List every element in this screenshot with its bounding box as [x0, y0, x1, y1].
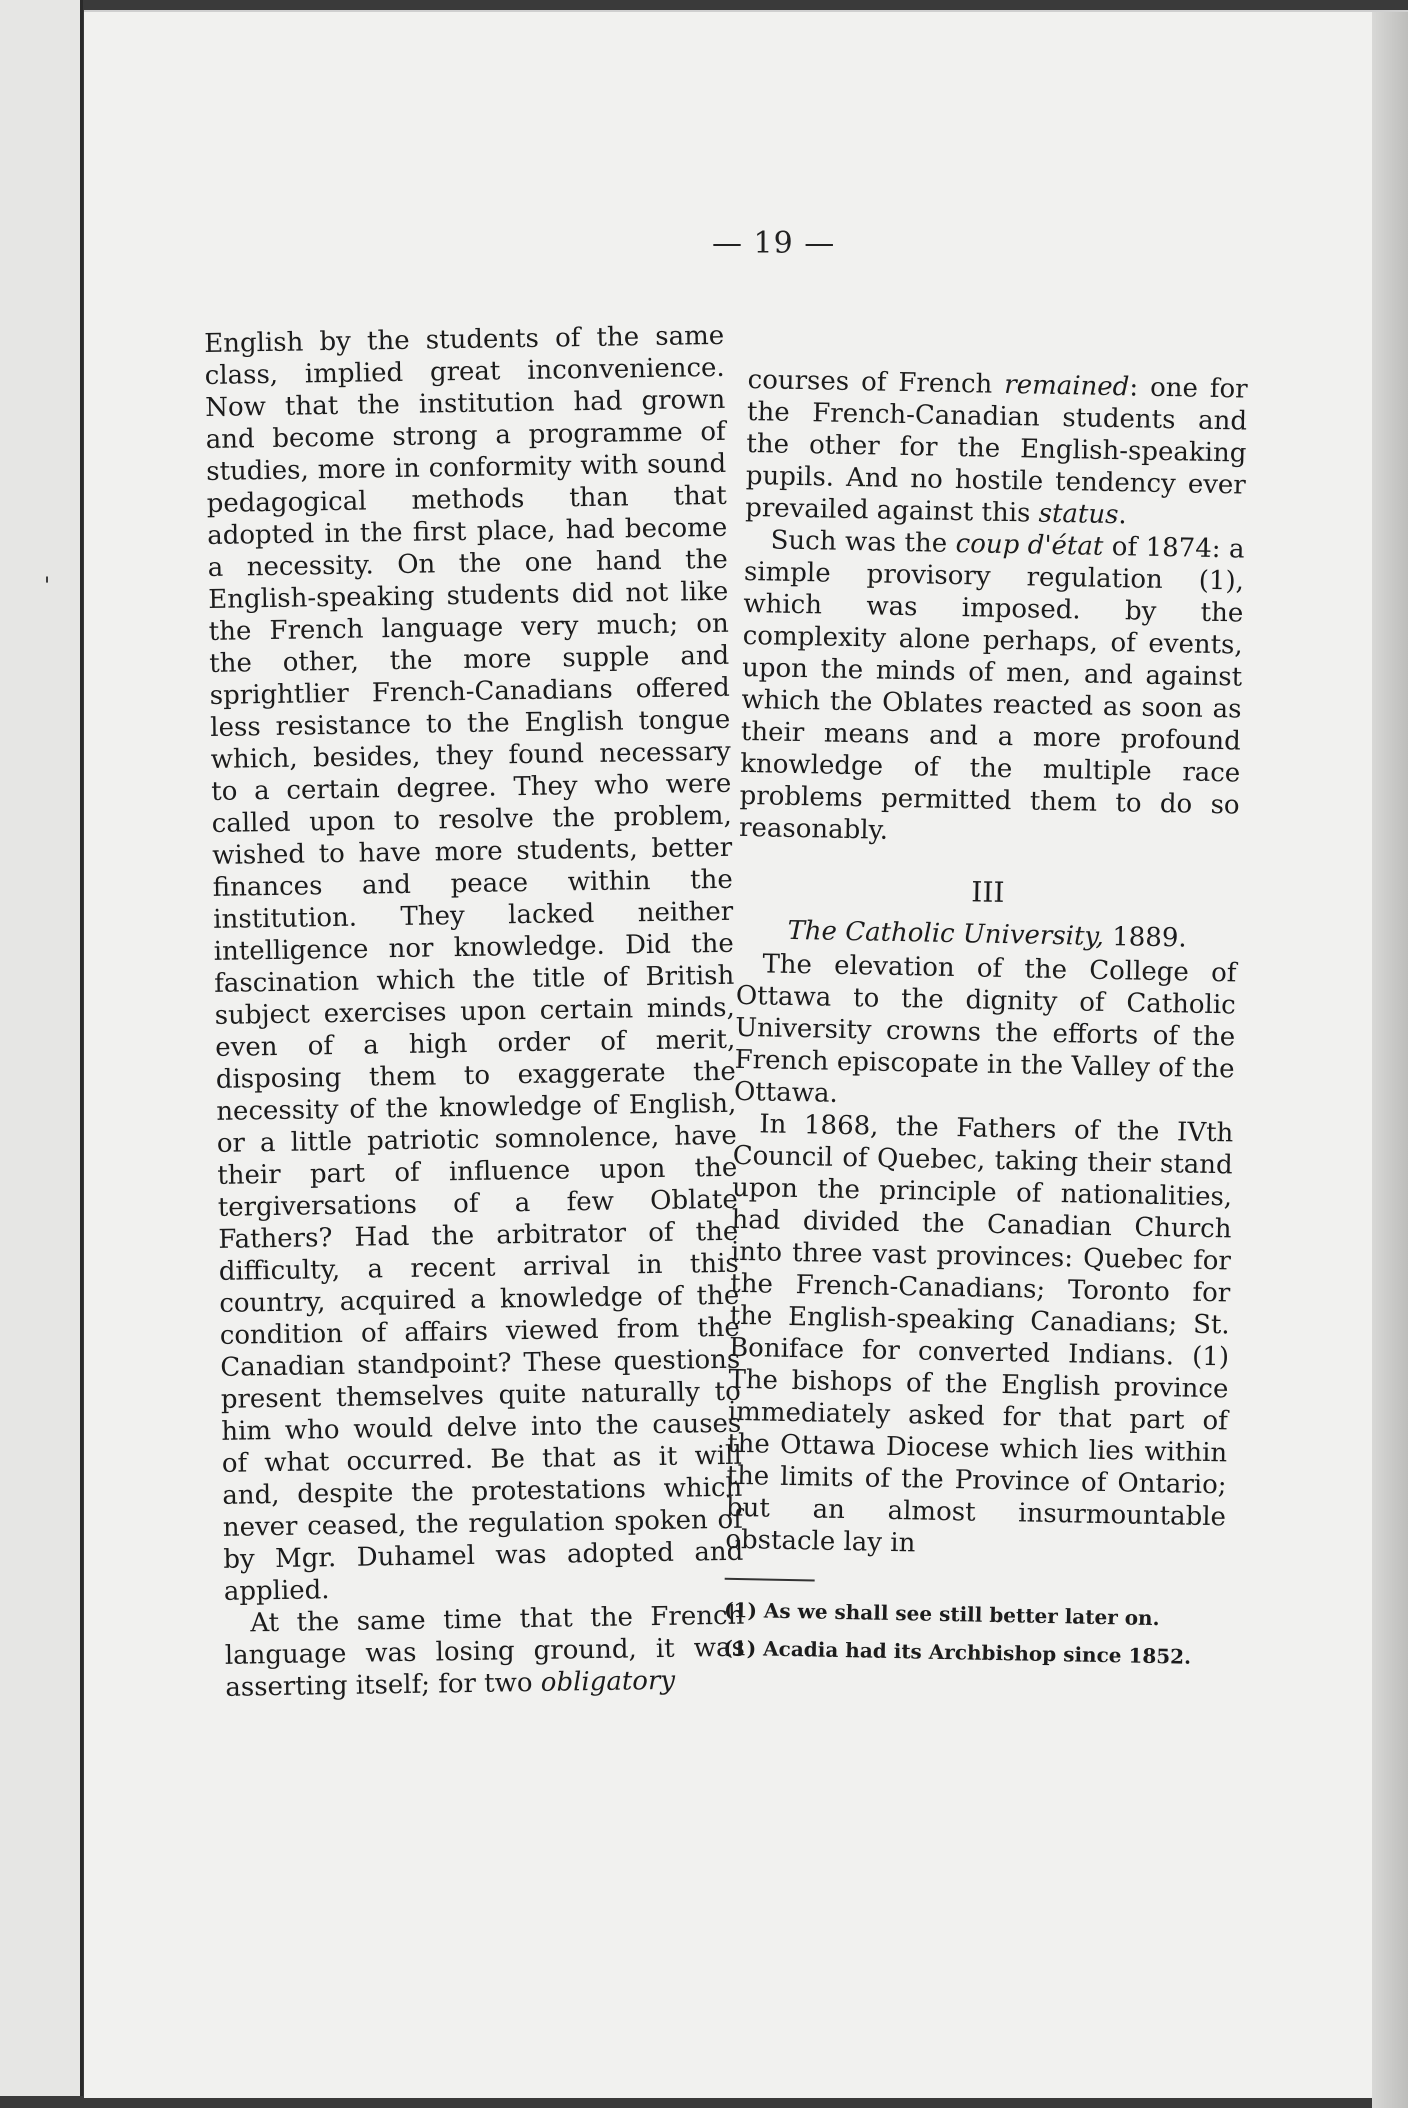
right-paragraph-2	[739, 524, 1245, 854]
right-p1-italic-status: status	[1038, 498, 1119, 531]
left-paragraph-2-italic: obligatory	[540, 1665, 676, 1698]
section-title-text: The Catholic University,	[787, 915, 1105, 952]
right-column	[723, 364, 1248, 1683]
section-number: III	[970, 875, 1005, 910]
right-paragraph-4: In 1868, the Fathers of the IVth Council of Quebec, taking their stand upon the principle of nationalities, had divided the Canadian Church into three vast provinces: Quebec for the French-Canadians; Toronto for the English-speaking Canadians; St. Boniface for converted Indians. (1) The bishops of the English province immediately asked for that part of the Ottawa Diocese which lies within the limits of the Province of Ontario; but an almost insurmountable obstacle lay in	[725, 1109, 1234, 1559]
right-p2-post: of 1874: a simple provisory regulation (1), which was imposed. by the complexity alone perhaps, of events, upon the minds of men, and against which the Oblates reacted as soon as their means and a more profound knowledge of the multiple race problems permitted them to do so reasonably.	[738, 531, 1245, 846]
left-paragraph-2-text: At the same time that the French language was losing ground, it was asserting itself; for two	[224, 1600, 746, 1703]
left-paragraph-1: English by the students of the same class, implied great inconvenience. Now that the institution had grown and become strong a programme of studies, more in conformity with sound pedagogical methods than that adopted in the first place, had become a necessity. On the one hand the English-speaking students did not like the French language very much; on the other, the more supple and sprightlier French-Canadians offered less resistance to the English tongue which, besides, they found necessary to a certain degree. They who were called upon to resolve the problem, wished to have more students, better finances and peace within the institution. They lacked neither intelligence nor knowledge. Did the fascination which the title of British subject exercises upon certain minds, even of a high order of merit, disposing them to exaggerate the necessity of the knowledge of English, or a little patriotic somnolence, have their part of influence upon the tergiversations of a few Oblate Fathers? Had the arbitrator of the difficulty, a recent arrival in this country, acquired a knowledge of the condition of affairs viewed from the Canadian standpoint? These questions present themselves quite naturally to him who would delve into the causes of what occurred. Be that as it will and, despite the protestations which never ceased, the regulation spoken of by Mgr. Duhamel was adopted and applied.	[204, 320, 744, 1607]
footnote-divider	[725, 1578, 815, 1582]
page-edge-shadow	[1372, 12, 1408, 2108]
facing-page-edge	[0, 0, 83, 2096]
left-column	[204, 320, 746, 1704]
right-p2-italic: coup d'état	[955, 529, 1104, 562]
book-page	[84, 10, 1408, 2098]
right-p2-pre: Such was the	[770, 525, 956, 560]
margin-mark: '	[44, 574, 51, 599]
page-number: — 19 —	[712, 226, 836, 261]
right-p1-pre: courses of French	[747, 364, 1005, 400]
right-p1-italic-remained: remained	[1004, 369, 1130, 403]
footnote-1: (1) As we shall see still better later on.	[723, 1597, 1160, 1631]
footnote-2: (1) Acadia had its Archbishop since 1852.	[723, 1635, 1192, 1669]
left-paragraph-2	[224, 1600, 745, 1704]
right-paragraph-1	[745, 364, 1248, 534]
right-paragraph-3: The elevation of the College of Ottawa to the dignity of Catholic University crowns the efforts of the French episcopate in the Valley of the Ottawa.	[733, 949, 1237, 1109]
section-title-year: 1889.	[1103, 921, 1187, 954]
right-p1-mid: : one for the French-Canadian students and the other for the English-speaking pupils. And no hostile tendency ever prevailed against this	[744, 372, 1248, 529]
right-p1-post: .	[1118, 500, 1128, 531]
